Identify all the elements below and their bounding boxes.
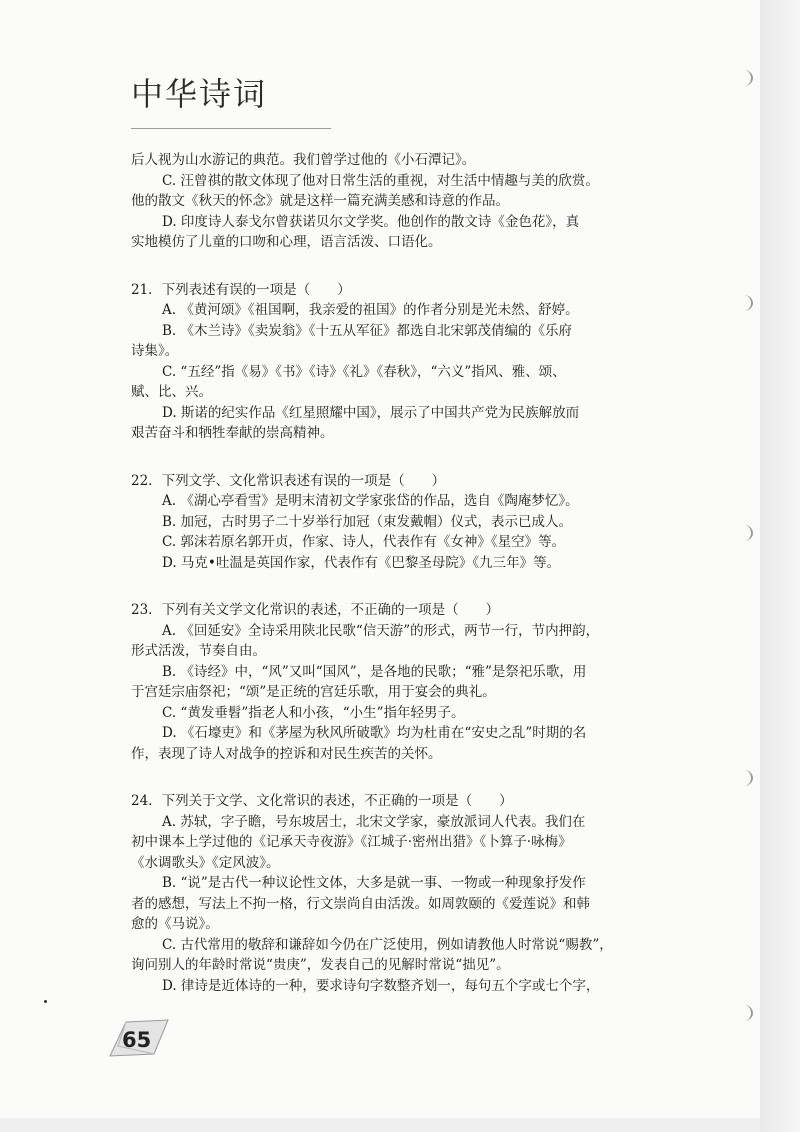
option-line: 初中课本上学过他的《记承天寺夜游》《江城子·密州出猎》《卜算子·咏梅》 xyxy=(131,834,572,850)
text-line: 实地模仿了儿童的口吻和心理，语言活泼、口语化。 xyxy=(131,234,442,250)
option-line: 愈的《马说》。 xyxy=(131,916,219,932)
binder-hole-icon xyxy=(735,525,753,541)
option-line: 者的感想，写法上不拘一格，行文崇尚自由活泼。如周敦颐的《爱莲说》和韩 xyxy=(131,895,590,912)
question-24 xyxy=(131,791,671,996)
question-stem: 24．下列关于文学、文化常识的表述，不正确的一项是（ ） xyxy=(131,793,513,809)
option-line: B. 《诗经》中，“风”又叫“国风”，是各地的民歌；“雅”是祭祀乐歌，用 xyxy=(162,663,587,680)
option-line: B. 加冠，古时男子二十岁举行加冠（束发戴帽）仪式，表示已成人。 xyxy=(162,513,573,530)
option-line: B. “说”是古代一种议论性文体，大多是就一事、一物或一种现象抒发作 xyxy=(162,875,586,891)
option-line: 于宫廷宗庙祭祀；“颂”是正统的宫廷乐歌，用于宴会的典礼。 xyxy=(131,684,496,700)
question-stem: 21．下列表述有误的一项是（ ） xyxy=(131,281,351,298)
option-line: D. 马克•吐温是英国作家，代表作有《巴黎圣母院》《九三年》等。 xyxy=(162,554,561,571)
question-stem: 22．下列文学、文化常识表述有误的一项是（ ） xyxy=(131,472,446,489)
question-23 xyxy=(131,600,671,764)
option-line: D. 《石壕吏》和《茅屋为秋风所破歌》均为杜甫在“安史之乱”时期的名 xyxy=(162,725,587,741)
option-line: C. 古代常用的敬辞和谦辞如今仍在广泛使用，例如请教他人时常说“赐教”， xyxy=(162,936,613,953)
scan-edge-strip xyxy=(760,0,800,1132)
option-line: A. 苏轼，字子瞻，号东坡居士，北宋文学家，豪放派词人代表。我们在 xyxy=(162,813,586,830)
text-line: D. 印度诗人泰戈尔曾获诺贝尔文学奖。他创作的散文诗《金色花》，真 xyxy=(162,213,580,230)
option-line: B. 《木兰诗》《卖炭翁》《十五从军征》都选自北宋郭茂倩编的《乐府 xyxy=(162,322,573,339)
option-line: C. “黄发垂髫”指老人和小孩，“小生”指年轻男子。 xyxy=(162,704,465,721)
option-line: A. 《回延安》全诗采用陕北民歌“信天游”的形式，两节一行，节内押韵， xyxy=(162,622,600,639)
text-line: 他的散文《秋天的怀念》就是这样一篇充满美感和诗意的作品。 xyxy=(131,193,509,209)
question-stem: 23．下列有关文学文化常识的表述，不正确的一项是（ ） xyxy=(131,602,500,618)
text-line: 后人视为山水游记的典范。我们曾学过他的《小石潭记》。 xyxy=(131,152,476,168)
option-line: 《水调歌头》《定风波》。 xyxy=(131,854,280,871)
option-line: 作，表现了诗人对战争的控诉和对民生疾苦的关怀。 xyxy=(131,745,442,762)
option-line: 形式活泼，节奏自由。 xyxy=(131,643,266,659)
binder-hole-icon xyxy=(735,70,753,86)
option-line: D. 律诗是近体诗的一种，要求诗句字数整齐划一，每句五个字或七个字， xyxy=(162,977,600,994)
scan-bottom-edge xyxy=(0,1118,760,1132)
option-line: A. 《湖心亭看雪》是明末清初文学家张岱的作品，选自《陶庵梦忆》。 xyxy=(162,493,579,509)
option-line: 艰苦奋斗和牺牲奉献的崇高精神。 xyxy=(131,425,334,441)
binder-hole-icon xyxy=(735,295,753,311)
option-line: C. “五经”指《易》《书》《诗》《礼》《春秋》，“六义”指风、雅、颂、 xyxy=(162,363,566,380)
option-line: 赋、比、兴。 xyxy=(131,384,212,400)
page-number-badge xyxy=(104,1016,174,1064)
text-line: C. 汪曾祺的散文体现了他对日常生活的重视，对生活中情趣与美的欣赏。 xyxy=(162,172,599,189)
binder-hole-icon xyxy=(735,770,753,786)
speck-mark xyxy=(44,1000,47,1003)
page-number: 65 xyxy=(122,1028,152,1052)
question-21 xyxy=(131,280,671,444)
question-22 xyxy=(131,471,671,574)
option-line: C. 郭沫若原名郭开贞，作家、诗人，代表作有《女神》《星空》等。 xyxy=(162,534,566,550)
option-line: 询问别人的年龄时常说“贵庚”，发表自己的见解时常说“拙见”。 xyxy=(131,957,510,973)
binder-hole-icon xyxy=(735,1005,753,1021)
page-content xyxy=(131,150,671,996)
option-line: 诗集》。 xyxy=(131,343,179,359)
option-line: D. 斯诺的纪实作品《红星照耀中国》，展示了中国共产党为民族解放而 xyxy=(162,404,580,421)
intro-paragraphs xyxy=(131,150,671,253)
title-divider xyxy=(131,128,331,129)
option-line: A. 《黄河颂》《祖国啊，我亲爱的祖国》的作者分别是光未然、舒婷。 xyxy=(162,302,579,318)
page-title: 中华诗词 xyxy=(131,75,268,113)
